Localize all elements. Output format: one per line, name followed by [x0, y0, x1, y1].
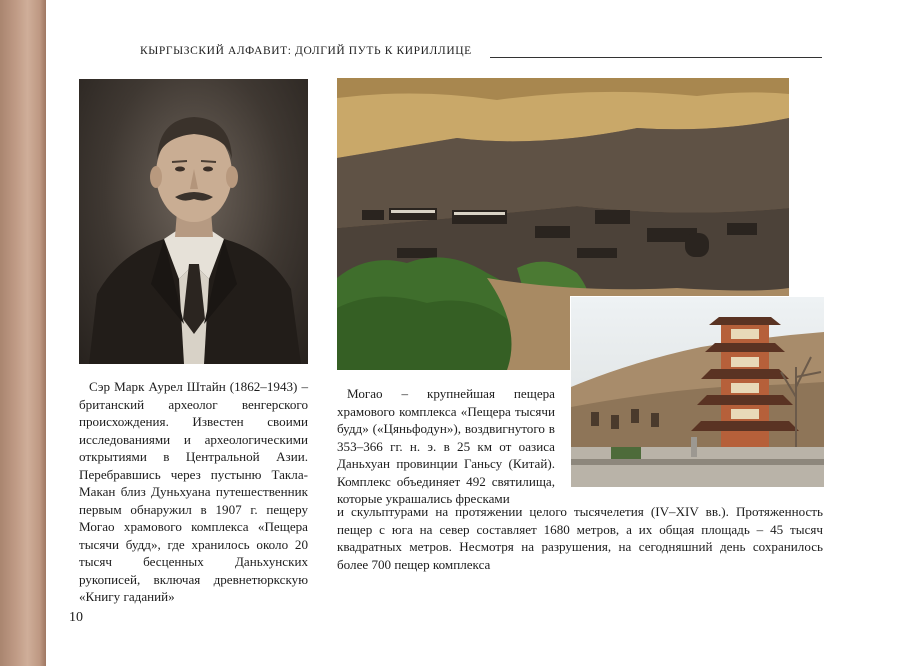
- mogao-photo: [570, 296, 825, 488]
- mogao-caption-part1: Могао – крупнейшая пещера храмового комплекса «Пещера тысячи будд» («Цяньфодун»), воздвигнутого в 353–366 гг. н. э. в 25 км от оазиса Даньхуан провинции Ганьсу (Китай). Комплекс объединяет 492 святилища, которые украшались фресками: [337, 386, 555, 506]
- book-spine: [0, 0, 46, 666]
- stein-caption: Сэр Марк Аурел Штайн (1862–1943) – британский археолог венгерского происхождения. Известен своими исследованиями и археологическими открытиями в Центральной Азии. Перебравшись через пустыню Такла-Макан близ Дуньхуана путешественник первым обнаружил в 1907 г. пещеру Могао храмового комплекса «Пещера тысячи будд», где хранилось около 20 тысяч бесценных Даньхунских рукописей, включая древнетюркскую «Книгу гаданий»: [79, 379, 308, 604]
- page-number: 10: [69, 610, 83, 625]
- running-title: КЫРГЫЗСКИЙ АЛФАВИТ: ДОЛГИЙ ПУТЬ К КИРИЛЛИЦЕ: [140, 45, 472, 57]
- mogao-caption-part2: и скульптурами на протяжении целого тысячелетия (IV–XIV вв.). Протяженность пещер с юга на север составляет 1680 метров, а их общая площадь – 45 тысяч квадратных метров. Несмотря на разрушения, на сегодняшний день сохранилось более 700 пещер комплекса: [337, 504, 823, 572]
- header-rule: [490, 57, 822, 58]
- portrait-photo: [79, 79, 308, 364]
